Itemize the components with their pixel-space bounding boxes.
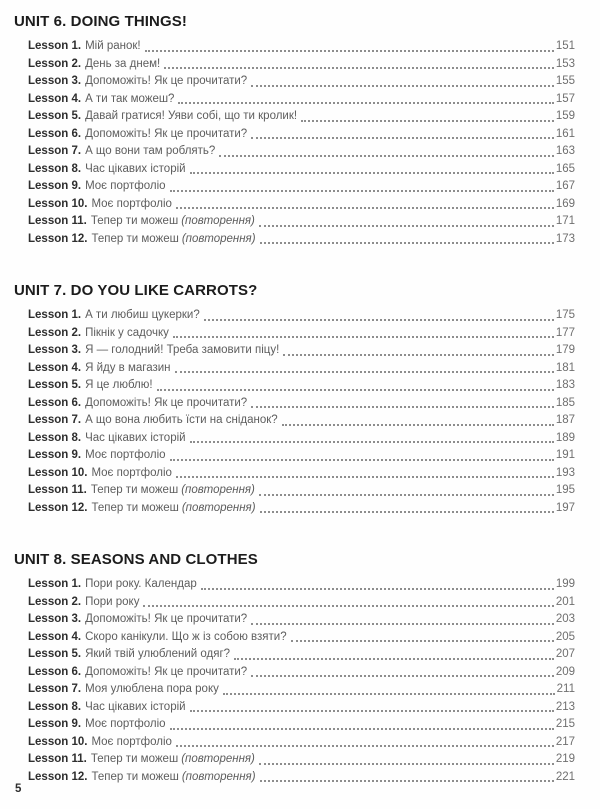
lesson-label: Lesson 12. [28, 232, 88, 245]
lesson-label: Lesson 5. [28, 110, 82, 122]
dot-leader [176, 734, 554, 748]
lesson-page-ref: 171 [555, 215, 575, 227]
lesson-page-ref: 167 [555, 180, 575, 192]
toc-lesson-row [14, 646, 575, 664]
lesson-page-ref: 221 [555, 770, 575, 783]
lesson-page-ref: 211 [556, 683, 575, 695]
lesson-page-ref: 199 [555, 578, 575, 590]
lesson-label: Lesson 9. [28, 180, 82, 192]
lesson-title: Який твій улюблений одяг? [85, 648, 231, 660]
lesson-label: Lesson 9. [28, 718, 82, 730]
lesson-title: Моє портфоліо [85, 718, 166, 730]
unit-section [14, 281, 575, 517]
toc-lesson-row [14, 769, 575, 787]
toc-lesson-row [14, 681, 575, 699]
lesson-page-ref: 215 [555, 718, 575, 730]
lesson-title: День за днем! [85, 57, 161, 70]
lesson-page-ref: 183 [555, 379, 575, 391]
lesson-label: Lesson 11. [28, 215, 87, 227]
lesson-page-ref: 213 [555, 700, 575, 713]
lesson-title: Моє портфоліо [91, 735, 172, 748]
lesson-page-ref: 159 [555, 110, 575, 122]
lesson-label: Lesson 10. [28, 735, 88, 748]
toc-lesson-row [14, 576, 575, 594]
lesson-page-ref: 209 [555, 665, 575, 678]
lesson-page-ref: 193 [555, 466, 575, 479]
dot-leader [251, 664, 554, 678]
lesson-page-ref: 205 [555, 630, 575, 643]
lesson-label: Lesson 2. [28, 595, 82, 608]
lesson-page-ref: 197 [555, 501, 575, 514]
dot-leader [164, 56, 554, 70]
lesson-title: Допоможіть! Як це прочитати? [85, 396, 248, 409]
dot-leader [219, 143, 554, 157]
dot-leader [260, 769, 554, 783]
lesson-page-ref: 201 [555, 595, 575, 608]
unit-heading: UNIT 8. SEASONS AND CLOTHES [14, 551, 258, 568]
toc-lesson-row [14, 395, 575, 413]
dot-leader [204, 307, 554, 321]
lesson-title: Тепер ти можеш [90, 215, 179, 227]
lesson-page-ref: 177 [555, 326, 575, 339]
lesson-title: Пори року. Календар [85, 578, 197, 590]
toc-lesson-row [14, 143, 575, 161]
toc-lesson-row [14, 108, 575, 126]
lesson-title: А що вони там роблять? [85, 145, 216, 157]
dot-leader [291, 629, 554, 643]
toc-lesson-row [14, 178, 575, 196]
dot-leader [251, 611, 554, 625]
lesson-title: Час цікавих історій [85, 431, 186, 444]
lesson-title: Давай гратися! Уяви собі, що ти кролик! [85, 110, 298, 122]
lesson-title: Допоможіть! Як це прочитати? [85, 613, 248, 625]
dot-leader [157, 377, 554, 391]
toc-lesson-row [14, 377, 575, 395]
lesson-title-italic: (повторення) [181, 215, 255, 227]
dot-leader [143, 594, 553, 608]
lesson-page-ref: 153 [555, 57, 575, 70]
lesson-title: Допоможіть! Як це прочитати? [85, 665, 248, 678]
lesson-list [14, 307, 575, 517]
lesson-page-ref: 189 [555, 431, 575, 444]
lesson-label: Lesson 12. [28, 770, 88, 783]
lesson-label: Lesson 4. [28, 630, 82, 643]
lesson-page-ref: 207 [555, 648, 575, 660]
dot-leader [190, 430, 554, 444]
lesson-page-ref: 187 [555, 414, 575, 426]
unit-heading: UNIT 6. DOING THINGS! [14, 13, 187, 30]
lesson-title: Моє портфоліо [85, 180, 166, 192]
lesson-page-ref: 151 [555, 40, 575, 52]
lesson-title-italic: (повторення) [181, 770, 256, 783]
lesson-title: Скоро канікули. Що ж із собою взяти? [85, 630, 287, 643]
lesson-page-ref: 203 [555, 613, 575, 625]
lesson-label: Lesson 2. [28, 57, 82, 70]
dot-leader [259, 482, 554, 496]
lesson-title: Тепер ти можеш [91, 232, 179, 245]
lesson-page-ref: 163 [555, 145, 575, 157]
dot-leader [259, 751, 554, 765]
lesson-list [14, 576, 575, 786]
toc-lesson-row [14, 734, 575, 752]
toc-lesson-row [14, 430, 575, 448]
lesson-label: Lesson 5. [28, 379, 82, 391]
lesson-label: Lesson 1. [28, 578, 82, 590]
dot-leader [260, 500, 554, 514]
lesson-label: Lesson 1. [28, 309, 82, 321]
lesson-title-italic: (повторення) [181, 753, 255, 765]
lesson-page-ref: 191 [555, 449, 575, 461]
lesson-title: Тепер ти можеш [91, 770, 179, 783]
dot-leader [173, 325, 554, 339]
lesson-page-ref: 173 [555, 232, 575, 245]
lesson-list [14, 38, 575, 248]
lesson-title: Я йду в магазин [85, 361, 171, 374]
lesson-page-ref: 155 [555, 75, 575, 87]
lesson-title: Моя улюблена пора року [85, 683, 219, 695]
lesson-label: Lesson 1. [28, 40, 82, 52]
lesson-label: Lesson 4. [28, 92, 82, 105]
lesson-title: Я це люблю! [85, 379, 153, 391]
lesson-title: А що вона любить їсти на сніданок? [85, 414, 278, 426]
dot-leader [170, 447, 554, 461]
lesson-title: Мій ранок! [85, 40, 141, 52]
toc-lesson-row [14, 500, 575, 518]
lesson-label: Lesson 2. [28, 326, 82, 339]
lesson-label: Lesson 11. [28, 753, 87, 765]
lesson-label: Lesson 3. [28, 344, 82, 356]
dot-leader [175, 360, 554, 374]
dot-leader [260, 231, 554, 245]
lesson-label: Lesson 3. [28, 75, 82, 87]
lesson-label: Lesson 7. [28, 683, 82, 695]
toc-lesson-row [14, 611, 575, 629]
dot-leader [282, 412, 554, 426]
dot-leader [234, 646, 554, 660]
lesson-title: А ти так можеш? [85, 92, 175, 105]
toc-lesson-row [14, 699, 575, 717]
toc [14, 12, 575, 786]
dot-leader [190, 161, 554, 175]
lesson-page-ref: 179 [555, 344, 575, 356]
lesson-title: Моє портфоліо [85, 449, 166, 461]
lesson-label: Lesson 10. [28, 197, 88, 210]
lesson-label: Lesson 8. [28, 700, 82, 713]
lesson-page-ref: 165 [555, 162, 575, 175]
lesson-label: Lesson 6. [28, 127, 82, 140]
lesson-title: Допоможіть! Як це прочитати? [85, 75, 248, 87]
lesson-title-italic: (повторення) [181, 484, 255, 496]
lesson-page-ref: 217 [555, 735, 575, 748]
lesson-label: Lesson 6. [28, 665, 82, 678]
unit-heading: UNIT 7. DO YOU LIKE CARROTS? [14, 282, 258, 299]
lesson-title: Тепер ти можеш [91, 501, 179, 514]
toc-lesson-row [14, 751, 575, 769]
toc-lesson-row [14, 126, 575, 144]
toc-lesson-row [14, 73, 575, 91]
lesson-title: Моє портфоліо [91, 197, 172, 210]
lesson-title: Моє портфоліо [91, 466, 172, 479]
lesson-label: Lesson 6. [28, 396, 82, 409]
lesson-title: Час цікавих історій [85, 700, 186, 713]
lesson-title: Я — голодний! Треба замовити піцу! [85, 344, 280, 356]
dot-leader [251, 126, 554, 140]
unit-section [14, 550, 575, 786]
toc-lesson-row [14, 412, 575, 430]
lesson-page-ref: 185 [555, 396, 575, 409]
lesson-page-ref: 219 [555, 753, 575, 765]
toc-lesson-row [14, 360, 575, 378]
dot-leader [251, 73, 554, 87]
lesson-page-ref: 157 [555, 92, 575, 105]
lesson-title-italic: (повторення) [181, 232, 256, 245]
dot-leader [190, 699, 554, 713]
toc-lesson-row [14, 594, 575, 612]
dot-leader [145, 38, 554, 52]
dot-leader [176, 196, 554, 210]
lesson-label: Lesson 10. [28, 466, 88, 479]
dot-leader [223, 681, 555, 695]
lesson-label: Lesson 3. [28, 613, 82, 625]
lesson-title: Тепер ти можеш [90, 484, 179, 496]
dot-leader [301, 108, 554, 122]
dot-leader [178, 91, 553, 105]
lesson-page-ref: 195 [555, 484, 575, 496]
dot-leader [283, 342, 554, 356]
lesson-title-italic: (повторення) [181, 501, 256, 514]
lesson-page-ref: 181 [555, 361, 575, 374]
toc-lesson-row [14, 325, 575, 343]
toc-lesson-row [14, 213, 575, 231]
lesson-label: Lesson 7. [28, 145, 82, 157]
lesson-title: Пори року [85, 595, 140, 608]
toc-lesson-row [14, 664, 575, 682]
toc-lesson-row [14, 196, 575, 214]
dot-leader [176, 465, 554, 479]
dot-leader [201, 576, 554, 590]
lesson-label: Lesson 11. [28, 484, 87, 496]
dot-leader [259, 213, 554, 227]
toc-lesson-row [14, 716, 575, 734]
toc-lesson-row [14, 91, 575, 109]
toc-lesson-row [14, 342, 575, 360]
lesson-label: Lesson 8. [28, 431, 82, 444]
unit-section [14, 12, 575, 248]
lesson-page-ref: 161 [555, 127, 575, 140]
toc-lesson-row [14, 56, 575, 74]
lesson-label: Lesson 8. [28, 162, 82, 175]
toc-lesson-row [14, 629, 575, 647]
lesson-title: Допоможіть! Як це прочитати? [85, 127, 248, 140]
lesson-page-ref: 169 [555, 197, 575, 210]
toc-lesson-row [14, 465, 575, 483]
lesson-title: Пікнік у садочку [85, 326, 169, 339]
dot-leader [170, 178, 554, 192]
lesson-page-ref: 175 [555, 309, 575, 321]
toc-lesson-row [14, 231, 575, 249]
toc-lesson-row [14, 482, 575, 500]
toc-lesson-row [14, 447, 575, 465]
toc-lesson-row [14, 161, 575, 179]
lesson-label: Lesson 12. [28, 501, 88, 514]
toc-lesson-row [14, 38, 575, 56]
lesson-title: Час цікавих історій [85, 162, 186, 175]
lesson-title: Тепер ти можеш [90, 753, 179, 765]
dot-leader [251, 395, 554, 409]
page-footer-number: 5 [15, 783, 22, 795]
lesson-label: Lesson 7. [28, 414, 82, 426]
lesson-title: А ти любиш цукерки? [85, 309, 200, 321]
lesson-label: Lesson 4. [28, 361, 82, 374]
lesson-label: Lesson 9. [28, 449, 82, 461]
dot-leader [170, 716, 554, 730]
toc-lesson-row [14, 307, 575, 325]
lesson-label: Lesson 5. [28, 648, 82, 660]
